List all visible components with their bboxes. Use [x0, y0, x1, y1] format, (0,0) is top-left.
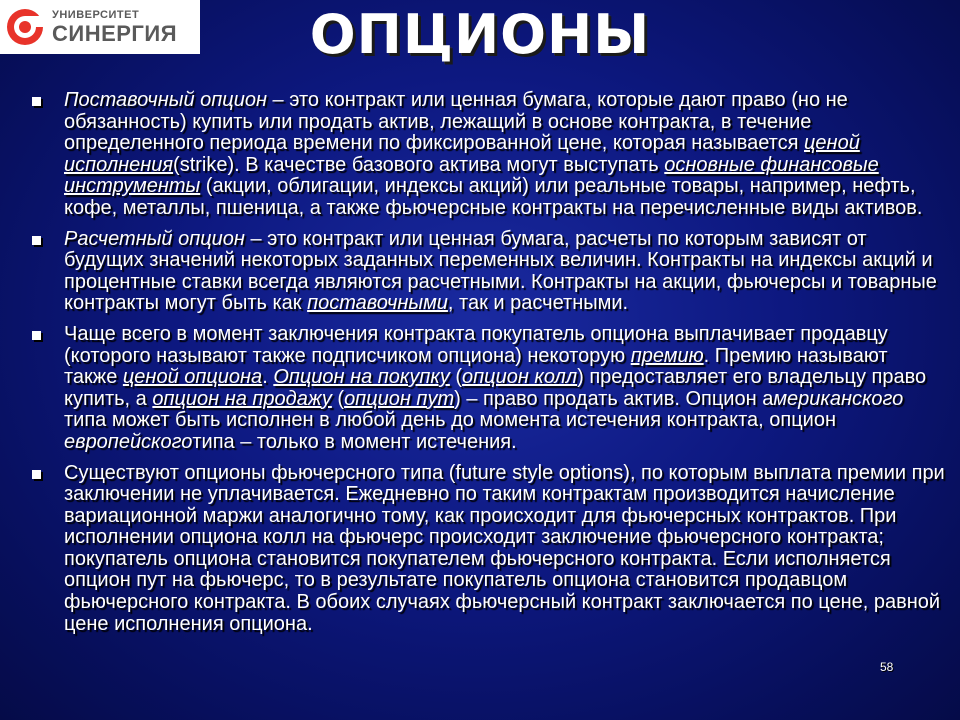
text-run: , так и расчетными. — [447, 292, 629, 315]
text-run: . — [262, 366, 274, 389]
text-run: Чаще всего в момент заключения контракта покупатель опциона выплачивает продавцу (которого называют также подписчиком опциона) некоторую — [64, 322, 888, 367]
emphasized-term: премию — [630, 344, 704, 367]
emphasized-term: ценой исполнения — [64, 132, 860, 176]
logo-line1: УНИВЕРСИТЕТ — [52, 8, 140, 21]
text-run: ( — [449, 366, 463, 389]
text-run: ( — [331, 387, 345, 410]
emphasized-term: Опцион на покупку — [273, 366, 450, 389]
bullet-item — [28, 229, 946, 315]
emphasized-term: поставочными — [307, 292, 448, 315]
slide-title: ОПЦИОНЫ — [309, 3, 651, 66]
slide-content — [28, 90, 946, 644]
text-run: типа может быть исполнен в любой день до момента истечения контракта, опцион — [64, 409, 837, 432]
bullet-square-icon — [32, 236, 41, 245]
italic-term: Поставочный опцион – — [64, 89, 290, 111]
text-run: это контракт или ценная бумага, которые дают право (но не обязанность) купить или продать актив, лежащий в основе контракта, в течение определенного периода времени по фиксированной цене, которая называется — [64, 89, 848, 155]
text-run: типа – только в момент истечения. — [192, 430, 517, 453]
text-run: (strike). В качестве базового актива могут выступать — [173, 153, 665, 176]
text-run: – это контракт или ценная бумага, расчеты по которым зависят от будущих значений некоторых заданных переменных величин. Контракты на индексы акций и процентные ставки всегда являются расчетными. Контракты на акции, фьючерсы и товарные контракты могут быть как — [64, 227, 937, 315]
bullet-item — [28, 90, 946, 220]
emphasized-term: ценой опциона — [122, 366, 263, 389]
emphasized-term: опцион колл — [462, 366, 578, 389]
text-run: Существуют опционы фьючерсного типа (future style options), по которым выплата премии при заключении не уплачивается. Ежедневно по таким контрактам производится начисление вариационной маржи аналогично тому, как происходит для фьючерсных контрактов. При исполнении опциона колл на фьючерс происходит заключение фьючерсного контракта; покупатель опциона становится покупателем фьючерсного контракта. Если исполняется опцион пут на фьючерс, то в результате покупатель опциона становится продавцом фьючерсного контракта. В обоих случаях фьючерсный контракт заключается по цене, равной цене исполнения опциона. — [64, 461, 945, 635]
text-run: (акции, облигации, индексы акций) или реальные товары, например, нефть, кофе, металлы, пшеница, а также фьючерсные контракты на перечисленные виды активов. — [64, 175, 923, 219]
bullet-square-icon — [32, 470, 41, 479]
bullet-item — [28, 324, 946, 454]
text-run: ) – право продать актив. Опцион а — [454, 387, 774, 410]
emphasized-term: основные финансовые инструменты — [64, 153, 879, 198]
text-run: . Премию называют также — [64, 344, 888, 389]
bullet-square-icon — [32, 331, 41, 340]
italic-term: Расчетный опцион — [64, 227, 245, 250]
italic-term: европейского — [64, 430, 193, 453]
text-run: ) предоставляет его владельцу право купить, а — [64, 366, 927, 410]
bullet-item — [28, 463, 946, 636]
emphasized-term: опцион пут — [344, 387, 455, 410]
bullet-square-icon — [32, 97, 41, 106]
logo-line2: СИНЕРГИЯ — [52, 20, 178, 46]
emphasized-term: опцион на продажу — [152, 387, 332, 410]
page-number: 58 — [880, 660, 894, 674]
italic-term: мериканского — [773, 387, 904, 410]
